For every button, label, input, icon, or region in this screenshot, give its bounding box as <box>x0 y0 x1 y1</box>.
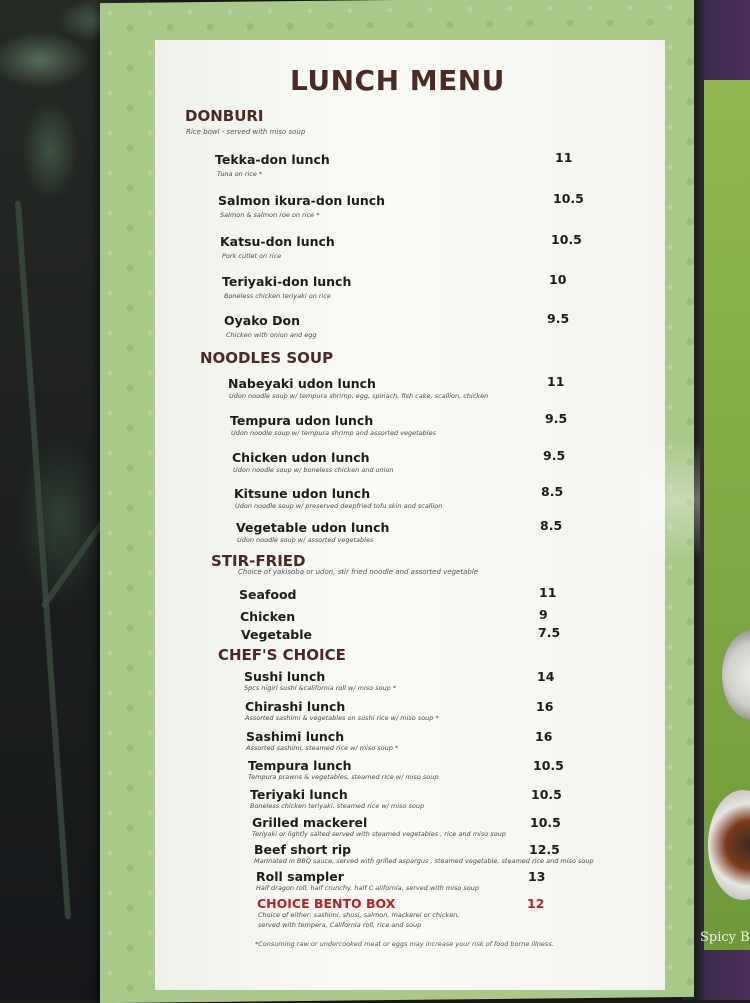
footnote: *Consuming raw or undercooked meat or eggs may increase your risk of food borne illness. <box>255 940 554 948</box>
menu-item-name: Seafood <box>239 587 297 602</box>
menu-item-price: 16 <box>535 729 553 744</box>
menu-item-desc: Assorted sashimi & vegetables on sushi rice w/ miso soup * <box>245 714 439 722</box>
menu-item-desc: Boneless chicken teriyaki on rice <box>224 292 331 300</box>
menu-item-price: 9.5 <box>547 311 570 326</box>
menu-item-price-bento: 12 <box>527 896 545 911</box>
menu-item-price: 11 <box>539 585 557 600</box>
menu-card <box>155 40 665 990</box>
menu-item-price: 10.5 <box>551 232 582 247</box>
menu-item-desc: Udon noodle soup w/ boneless chicken and onion <box>233 466 394 474</box>
menu-item-name: Tempura udon lunch <box>230 413 374 428</box>
menu-item-desc: 5pcs nigiri sushi &california roll w/ miso soup * <box>244 684 397 692</box>
menu-item-price: 9 <box>539 607 548 622</box>
menu-item-price: 7.5 <box>538 625 561 640</box>
menu-item-desc: Salmon & salmon roe on rice * <box>220 211 320 219</box>
menu-item-price: 9.5 <box>545 411 568 426</box>
menu-item-price: 8.5 <box>540 518 563 533</box>
menu-item-name: Teriyaki-don lunch <box>222 274 352 289</box>
menu-item-desc: Assorted sashimi, steamed rice w/ miso soup * <box>246 744 399 752</box>
menu-item-name: Sushi lunch <box>244 669 326 684</box>
menu-item-name: Teriyaki lunch <box>250 787 348 802</box>
menu-item-price: 10.5 <box>530 815 561 830</box>
menu-item-name: Beef short rip <box>254 842 352 857</box>
menu-item-desc: Half dragon roll, half crunchy, half C alifornia, served with miso soup <box>256 884 479 892</box>
menu-item-desc: Tuna on rice * <box>217 170 263 178</box>
menu-item-name: Tekka-don lunch <box>215 152 330 167</box>
menu-item-desc: Pork cutlet on rice <box>222 252 282 260</box>
menu-item-price: 13 <box>528 869 546 884</box>
menu-item-name: Nabeyaki udon lunch <box>228 376 376 391</box>
menu-item-name: Chicken <box>240 609 296 624</box>
section-desc-donburi: Rice bowl - served with miso soup <box>186 128 306 136</box>
menu-item-desc: Teriyaki or lightly salted served with steamed vegetables , rice and miso soup <box>252 830 506 838</box>
menu-item-desc: Udon noodle soup w/ tempura shrimp and assorted vegetables <box>231 429 436 437</box>
section-desc-stir-fried: Choice of yakisoba or udon, stir fried noodle and assorted vegetable <box>238 568 479 576</box>
menu-item-name: Vegetable udon lunch <box>236 520 390 535</box>
menu-item-name-bento: CHOICE BENTO BOX <box>257 896 396 911</box>
menu-item-name: Oyako Don <box>224 313 300 328</box>
section-title-chefs-choice: CHEF'S CHOICE <box>218 646 346 664</box>
menu-item-desc: Udon noodle soup w/ assorted vegetables <box>237 536 374 544</box>
menu-item-price: 14 <box>537 669 555 684</box>
menu-item-name: Sashimi lunch <box>246 729 345 744</box>
menu-item-desc: Marinated in BBQ sauce, served with grilled aspargus , steamed vegetable, steamed rice and miso soup <box>254 857 594 865</box>
menu-item-price: 10.5 <box>553 191 584 206</box>
menu-item-desc: Boneless chicken teriyaki, steamed rice w/ miso soup <box>250 802 425 810</box>
section-title-noodles: NOODLES SOUP <box>200 349 334 367</box>
menu-item-price: 10 <box>549 272 567 287</box>
menu-item-name: Roll sampler <box>256 869 344 884</box>
menu-item-price: 10.5 <box>533 758 564 773</box>
menu-item-desc: Udon noodle soup w/ preserved deepfried tofu skin and scallion <box>235 502 443 510</box>
section-title-donburi: DONBURI <box>185 107 264 125</box>
menu-item-name: Grilled mackerel <box>252 815 368 830</box>
menu-item-name: Chirashi lunch <box>245 699 346 714</box>
menu-item-desc: Chicken with onion and egg <box>226 331 317 339</box>
menu-item-desc: Choice of either: sashimi, shusi, salmon, mackerel or chicken, <box>258 911 460 919</box>
menu-item-name: Chicken udon lunch <box>232 450 370 465</box>
menu-item-price: 9.5 <box>543 448 566 463</box>
menu-item-desc: served with tempera, California roll, rice and soup <box>258 921 422 929</box>
menu-title: LUNCH MENU <box>290 64 505 97</box>
menu-item-name: Vegetable <box>241 627 313 642</box>
menu-item-desc: Tempura prawns & vegetables, steamed rice w/ miso soup <box>248 773 439 781</box>
menu-item-desc: Udon noodle soup w/ tempura shrimp, egg, spinach, fish cake, scallion, chicken <box>229 392 489 400</box>
menu-item-price: 8.5 <box>541 484 564 499</box>
flower-stem <box>15 201 71 920</box>
glare <box>640 440 700 560</box>
menu-item-price: 12.5 <box>529 842 560 857</box>
menu-item-price: 11 <box>555 150 573 165</box>
menu-item-name: Salmon ikura-don lunch <box>218 193 386 208</box>
menu-item-price: 16 <box>536 699 554 714</box>
menu-item-price: 11 <box>547 374 565 389</box>
poster-text: Spicy B <box>700 930 750 945</box>
menu-item-price: 10.5 <box>531 787 562 802</box>
menu-item-name: Tempura lunch <box>248 758 352 773</box>
section-title-stir-fried: STIR-FRIED <box>211 552 306 570</box>
menu-item-name: Kitsune udon lunch <box>234 486 371 501</box>
menu-item-name: Katsu-don lunch <box>220 234 335 249</box>
